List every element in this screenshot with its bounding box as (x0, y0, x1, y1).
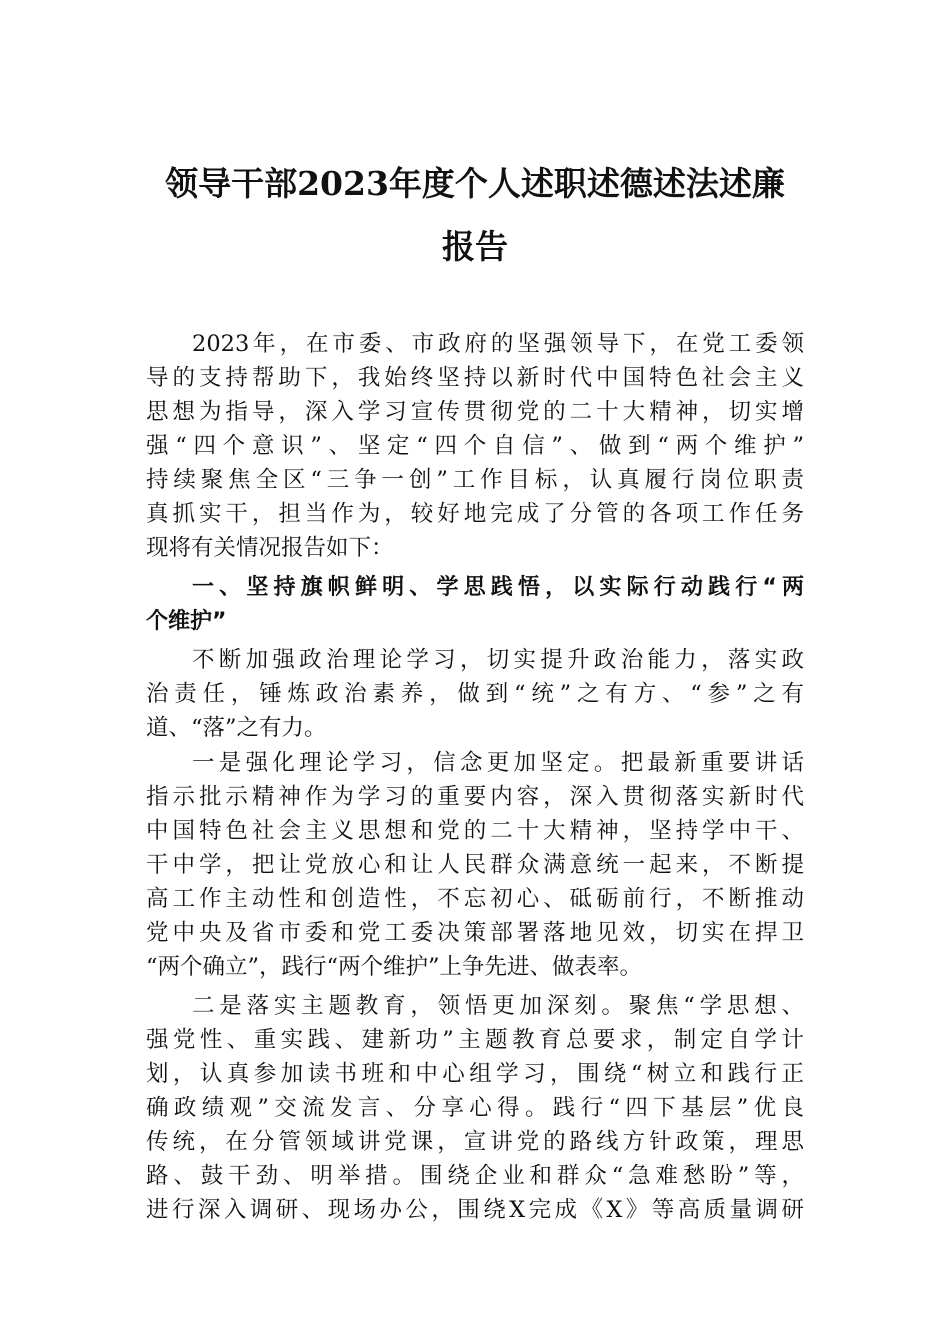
section-intro-line: 治责任，锤炼政治素养，做到“统”之有方、“参”之有 (146, 681, 804, 707)
point-one-line: 干中学，把让党放心和让人民群众满意统一起来，不断提 (146, 852, 804, 878)
intro-paragraph-line: 导的支持帮助下，我始终坚持以新时代中国特色社会主义 (146, 365, 804, 391)
intro-paragraph-line: 现将有关情况报告如下： (146, 535, 394, 561)
point-two-line: 进行深入调研、现场办公，围绕X完成《X》等高质量调研 (146, 1197, 804, 1223)
section-intro-line: 不断加强政治理论学习，切实提升政治能力，落实政 (192, 647, 804, 673)
document-title-line-1: 领导干部2023年度个人述职述德述法述廉 (165, 164, 785, 203)
intro-paragraph-line: 2023年，在市委、市政府的坚强领导下，在党工委领 (192, 331, 804, 357)
section-intro-line: 道、“落”之有力。 (146, 715, 327, 741)
section-heading-line: 个维护” (146, 609, 227, 634)
point-two-line: 二是落实主题教育，领悟更加深刻。聚焦“学思想、 (192, 993, 804, 1019)
section-heading-line: 一、坚持旗帜鲜明、学思践悟，以实际行动践行“两 (192, 575, 804, 600)
intro-paragraph-line: 持续聚焦全区“三争一创”工作目标，认真履行岗位职责 (146, 467, 804, 493)
point-one-line: 指示批示精神作为学习的重要内容，深入贯彻落实新时代 (146, 784, 804, 810)
point-one-line: 高工作主动性和创造性，不忘初心、砥砺前行，不断推动 (146, 886, 804, 912)
point-one-line: 一是强化理论学习，信念更加坚定。把最新重要讲话 (192, 750, 804, 776)
point-one-line: “两个确立”，践行“两个维护”上争先进、做表率。 (146, 954, 643, 980)
point-two-line: 传统，在分管领域讲党课，宣讲党的路线方针政策，理思 (146, 1129, 804, 1155)
point-one-line: 中国特色社会主义思想和党的二十大精神，坚持学中干、 (146, 818, 804, 844)
intro-paragraph-line: 思想为指导，深入学习宣传贯彻党的二十大精神，切实增 (146, 399, 804, 425)
point-one-line: 党中央及省市委和党工委决策部署落地见效，切实在捍卫 (146, 920, 804, 946)
point-two-line: 划，认真参加读书班和中心组学习，围绕“树立和践行正 (146, 1061, 804, 1087)
intro-paragraph-line: 真抓实干，担当作为，较好地完成了分管的各项工作任务 (146, 501, 804, 527)
point-two-line: 路、鼓干劲、明举措。围绕企业和群众“急难愁盼”等， (146, 1163, 804, 1189)
document-title-line-2: 报告 (442, 227, 508, 266)
point-two-line: 强党性、重实践、建新功”主题教育总要求，制定自学计 (146, 1027, 804, 1053)
point-two-line: 确政绩观”交流发言、分享心得。践行“四下基层”优良 (146, 1095, 804, 1121)
intro-paragraph-line: 强“四个意识”、坚定“四个自信”、做到“两个维护” (146, 433, 804, 459)
